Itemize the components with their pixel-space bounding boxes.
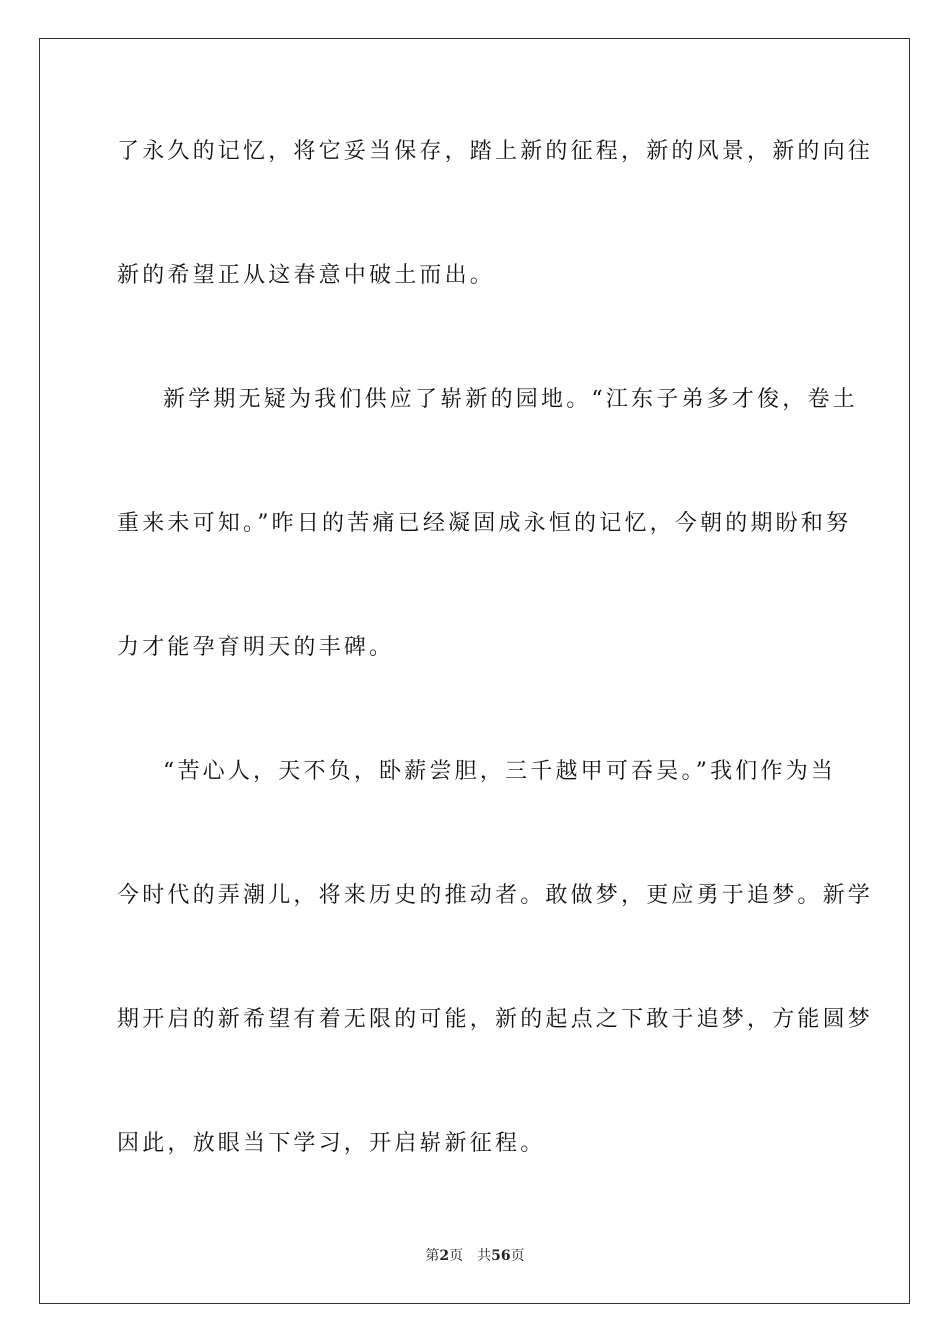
text-line-8: 期开启的新希望有着无限的可能，新的起点之下敢于追梦，方能圆梦 — [117, 1007, 874, 1032]
page-footer — [0, 1246, 950, 1266]
text-line-4: 重来未可知。”昨日的苦痛已经凝固成永恒的记忆，今朝的期盼和努 — [117, 511, 852, 536]
text-line-1: 了永久的记忆，将它妥当保存，踏上新的征程，新的风景，新的向往 — [117, 139, 874, 164]
text-line-2: 新的希望正从这春意中破土而出。 — [117, 263, 496, 288]
text-line-3: 新学期无疑为我们供应了崭新的园地。“江东子弟多才俊，卷土 — [163, 387, 858, 412]
page-frame — [39, 38, 910, 1304]
text-line-7: 今时代的弄潮儿，将来历史的推动者。敢做梦，更应勇于追梦。新学 — [117, 883, 874, 908]
total-label-prefix: 共 — [477, 1248, 492, 1264]
page-number: 2 — [439, 1248, 450, 1264]
text-line-9: 因此，放眼当下学习，开启崭新征程。 — [117, 1131, 546, 1156]
page-label-prefix: 第 — [425, 1248, 440, 1264]
text-line-6: “苦心人，天不负，卧薪尝胆，三千越甲可吞吴。”我们作为当 — [163, 759, 837, 784]
total-label-suffix: 页 — [510, 1248, 525, 1264]
text-line-5: 力才能孕育明天的丰碑。 — [117, 635, 395, 660]
page-label-suffix: 页 — [449, 1248, 464, 1264]
total-pages: 56 — [491, 1248, 511, 1264]
